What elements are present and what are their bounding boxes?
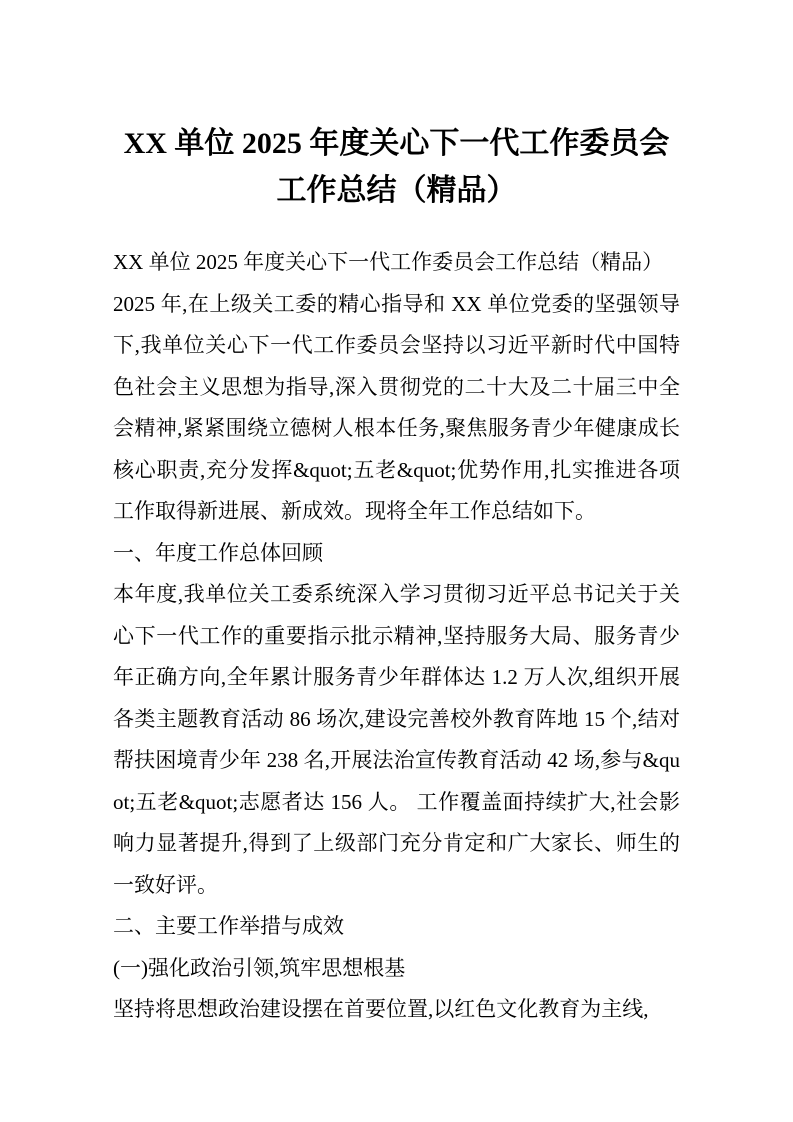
doc-heading: 一、年度工作总体回顾	[113, 540, 323, 565]
document-title: XX 单位 2025 年度关心下一代工作委员会工作总结（精品）	[123, 127, 670, 207]
document-content	[113, 0, 680, 1031]
doc-paragraph: 坚持将思想政治建设摆在首要位置,以红色文化教育为主线,	[113, 997, 649, 1021]
paragraph-container	[113, 242, 680, 1031]
doc-heading: 二、主要工作举措与成效	[113, 914, 344, 938]
doc-paragraph: 2025 年,在上级关工委的精心指导和 XX 单位党委的坚强领导下,我单位关心下一代工作委员会坚持以习近平新时代中国特色社会主义思想为指导,深入贯彻党的二十大及二十届三中全会精神,紧紧围绕立德树人根本任务,聚焦服务青少年健康成长核心职责,充分发挥&quot;五老&quot;优势作用,扎实推进各项工作取得新进展、新成效。现将全年工作总结如下。	[113, 291, 680, 523]
doc-paragraph: XX 单位 2025 年度关心下一代工作委员会工作总结（精品）	[113, 250, 664, 274]
doc-heading: (一)强化政治引领,筑牢思想根基	[113, 955, 406, 980]
doc-paragraph: 本年度,我单位关工委系统深入学习贯彻习近平总书记关于关心下一代工作的重要指示批示精神,坚持服务大局、服务青少年正确方向,全年累计服务青少年群体达 1.2 万人次,组织开展各类主题教育活动 86 场次,建设完善校外教育阵地 15 个,结对帮扶困境青少年 238 名,开展法治宣传教育活动 42 场,参与&quot;五老&quot;志愿者达 156 人。 工作覆盖面持续扩大,社会影响力显著提升,得到了上级部门充分肯定和广大家长、师生的一致好评。	[113, 582, 680, 897]
